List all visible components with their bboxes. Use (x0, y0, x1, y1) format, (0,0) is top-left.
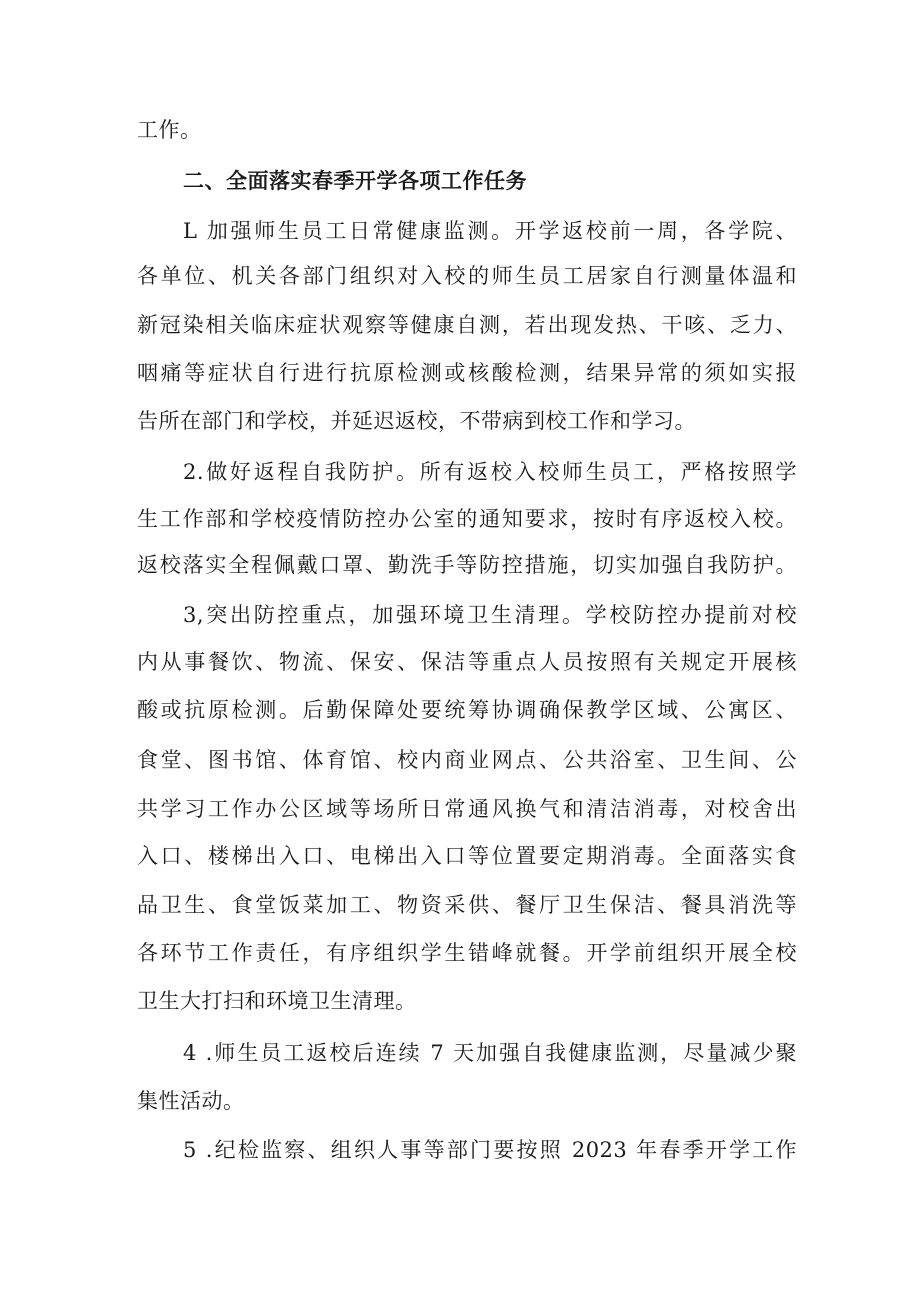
paragraph-2-line-3: 返校落实全程佩戴口罩、勤洗手等防控措施，切实加强自我防护。 (137, 553, 797, 577)
paragraph-3-line-7: 品卫生、食堂饭菜加工、物资采供、餐厅卫生保洁、餐具消洗等 (137, 893, 797, 917)
paragraph-2-line-2: 生工作部和学校疫情防控办公室的通知要求，按时有序返校入校。 (137, 507, 797, 531)
paragraph-1-line-5: 告所在部门和学校，并延迟返校，不带病到校工作和学习。 (137, 409, 696, 433)
paragraph-3-line-6: 入口、楼梯出入口、电梯出入口等位置要定期消毒。全面落实食 (137, 844, 797, 868)
paragraph-1-line-2: 各单位、机关各部门组织对入校的师生员工居家自行测量体温和 (137, 264, 797, 288)
paragraph-1-line-3: 新冠染相关临床症状观察等健康自测，若出现发热、干咳、乏力、 (137, 313, 797, 337)
paragraph-3-line-8: 各环节工作责任，有序组织学生错峰就餐。开学前组织开展全校 (137, 941, 797, 965)
paragraph-3-line-9: 卫生大打扫和环境卫生清理。 (137, 989, 417, 1013)
paragraph-5-line-1: 5 .纪检监察、组织人事等部门要按照 2023 年春季开学工作 (183, 1138, 797, 1162)
paragraph-1-line-1: L 加强师生员工日常健康监测。开学返校前一周，各学院、 (183, 219, 797, 243)
paragraph-3-line-5: 共学习工作办公区域等场所日常通风换气和清洁消毒，对校舍出 (137, 797, 797, 821)
paragraph-3-line-4: 食堂、图书馆、体育馆、校内商业网点、公共浴室、卫生间、公 (137, 748, 797, 772)
paragraph-1-line-4: 咽痛等症状自行进行抗原检测或核酸检测，结果异常的须如实报 (137, 361, 797, 385)
paragraph-2-line-1: 2.做好返程自我防护。所有返校入校师生员工，严格按照学 (183, 460, 797, 484)
text-line: 工作。 (137, 118, 202, 142)
paragraph-4-line-2: 集性活动。 (137, 1089, 245, 1113)
paragraph-3-line-1: 3,突出防控重点，加强环境卫生清理。学校防控办提前对校 (183, 603, 797, 627)
paragraph-3-line-3: 酸或抗原检测。后勤保障处要统筹协调确保教学区域、公寓区、 (137, 698, 797, 722)
section-heading: 二、全面落实春季开学各项工作任务 (183, 169, 527, 193)
paragraph-4-line-1: 4 .师生员工返校后连续 7 天加强自我健康监测，尽量减少聚 (183, 1041, 797, 1065)
paragraph-3-line-2: 内从事餐饮、物流、保安、保洁等重点人员按照有关规定开展核 (137, 650, 797, 674)
